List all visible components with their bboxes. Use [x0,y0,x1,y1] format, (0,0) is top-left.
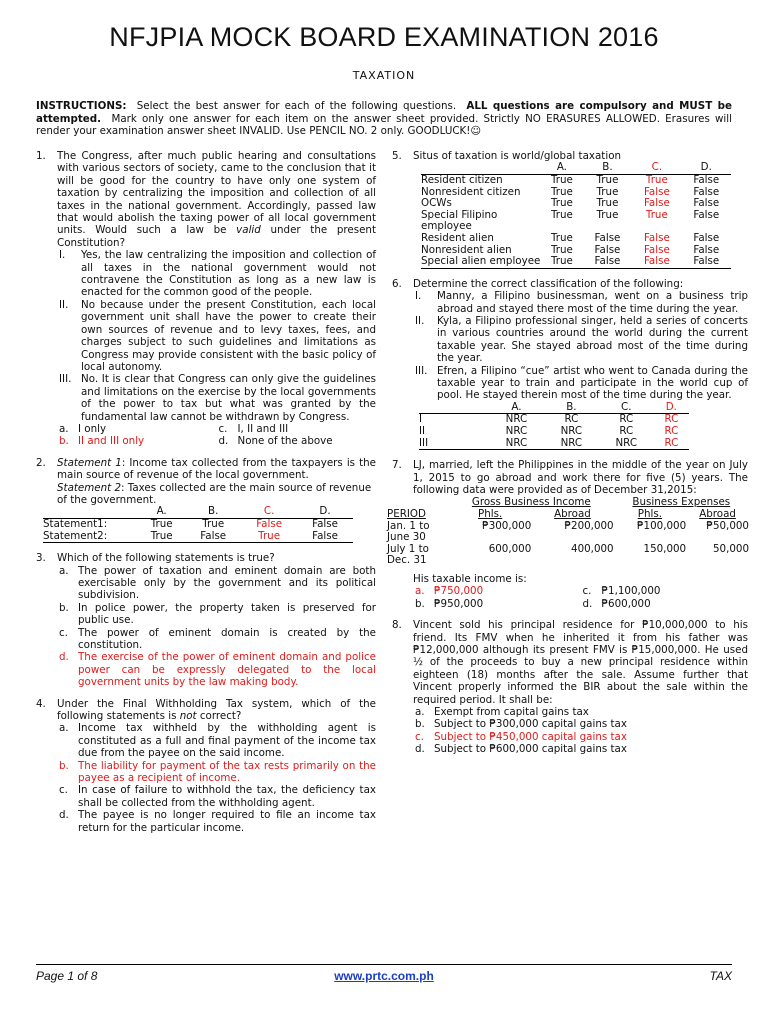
table-row: Nonresident citizen True True False False [421,185,720,198]
answer-table: A. B. C. D. I NRC RC RC RC II NRC NRC RC RC III NRC NRC NRC RC [419,402,689,450]
roman-item: II. No because under the present Constitution, each local government unit shall have the power to create their own sources of revenue and to levy taxes, fees, and charges subject to such guidelines and limitations as Congress may provide consistent with the basic policy of local autonomy. [59,298,376,373]
question-number: 4. [36,697,46,710]
table-row: OCWs True True False False [421,197,720,210]
table-row: Jan. 1 to June 30 ₱300,000 ₱200,000 ₱100,000 ₱50,000 [387,519,749,544]
table-row: Resident alien True False False False [421,231,720,244]
question-stem: LJ, married, left the Philippines in the middle of the year on July 1, 2015 to go abroad and work there for five (5) years. The following data were provided as of December 31,2015: [413,459,748,496]
roman-item: III. Efren, a Filipino “cue” artist who went to Canada during the taxable year to train and participate in the world cup of pool. He stayed therein most of the time during the year. [415,364,748,402]
exam-title: NFJPIA MOCK BOARD EXAMINATION 2016 [109,22,659,52]
roman-item: I. Yes, the law centralizing the imposition and collection of all taxes in the national government would not contravene the Constitution as long as a new law is enacted for the common good of the people. [59,249,376,299]
instructions [36,100,732,138]
question-prompt: His taxable income is: [413,572,527,585]
question-stem: Situs of taxation is world/global taxation [413,150,622,162]
roman-item: III. No. It is clear that Congress can only give the guidelines and limitations on the exercise by the local governments of the power to tax but what was granted by the fundamental law cannot be withdrawn by Congress. [59,373,376,423]
choice-d: d. None of the above [218,435,333,448]
choice-a: a. Income tax withheld by the withholding agent is constituted as a full and final payment of the income tax due from the payee on the said income. [59,722,376,760]
page-number: Page 1 of 8 [36,969,98,983]
choice-c: c. ₱1,100,000 [582,585,661,598]
choice-a: a. The power of taxation and eminent domain are both exercisable only by the government and its political subdivision. [59,564,376,602]
choice-c: c. I, II and III [218,422,289,435]
statement-2: Statement 2: Taxes collected are the main source of revenue of the government. [57,481,372,506]
table-row: Nonresident alien True False False False [421,243,720,256]
question-number: 7. [392,459,402,472]
instructions-text-1: Select the best answer for each of the following questions. [136,100,457,112]
question-number: 1. [36,150,46,162]
income-table: Gross Business Income Business Expenses PERIOD Phls. Abroad Phls. Abroad Jan. 1 to June 30 ₱300,000 ₱200,000 ₱100,000 ₱50,000 July 1 to Dec. 31 600,000 400,000 150,000 50,000 [387,496,749,567]
instructions-emphasis: ALL questions are compulsory and MUST be attempted. [36,100,732,125]
question-number: 6. [392,277,402,290]
choices [413,585,748,597]
question-6 [392,278,748,450]
choice-d: d. ₱600,000 [582,597,651,610]
table-row: Special Filipino employee True True True False [421,208,720,233]
choice-a: a. I only [59,422,107,435]
question-number: 3. [36,552,46,565]
table-row: III NRC NRC NRC RC [419,438,689,450]
question-3 [36,552,376,688]
question-2 [36,457,376,543]
statement-1: Statement 1: Income tax collected from the taxpayers is the main source of revenue of the local government. [57,456,377,482]
answer-table: A. B. C. D. Statement1: True True False False Statement2: True False True False [43,506,353,543]
table-row: II NRC NRC RC RC [419,425,679,437]
choice-a-answer: a. ₱750,000 [415,585,484,598]
question-5 [392,150,748,269]
table-row: July 1 to Dec. 31 600,000 400,000 150,000 50,000 [387,542,749,567]
answer-table: A. B. C. D. Resident citizen True True True False Nonresident citizen True True False False OCWs True True False False Special Filipino employee True True True False Resident alien True False False False Nonresident alien True False False False Special alien employee True False False False [421,162,731,268]
footer-subject: TAX [709,969,732,983]
question-8 [392,619,748,755]
choice-d-answer: d. The exercise of the power of eminent domain and police power can be expressly delegated to the local government units by the law making body. [59,651,376,689]
roman-item: II. Kyla, a Filipino professional singer, held a series of concerts in various countries around the world during the current taxable year. She stayed abroad most of the time during the year. [415,314,748,365]
question-stem: Determine the correct classification of the following: [413,277,684,290]
table-row: Statement1: True True False False [43,517,338,530]
question-stem: The Congress, after much public hearing and consultations with various sectors of society, came to the conclusion that it will be good for the country to have only one system of taxation by centralizing the imposition and collection of all taxes in the national government. Accordingly, passed law that would abolish the taxing power of all local government units. Would such a law be valid under the present Constitution? [57,150,376,249]
choice-b: b. Subject to ₱300,000 capital gains tax [415,718,627,731]
choice-b: b. In police power, the property taken is preserved for public use. [59,601,376,627]
right-column [387,150,749,765]
question-1 [36,150,376,448]
question-number: 2. [36,456,46,469]
instructions-label: INSTRUCTIONS: [36,100,127,112]
question-number: 5. [392,150,402,162]
choice-c: c. In case of failure to withhold the tax, the deficiency tax shall be collected from the withholding agent. [59,784,376,809]
question-stem: Which of the following statements is true? [57,552,275,565]
choice-c: c. The power of eminent domain is created by the constitution. [59,626,376,651]
instructions-text-2: Mark only one answer for each item on the answer sheet provided. Strictly NO ERASURES ALLOWED. Erasures will render your examination answer sheet INVALID. Use PENCIL NO. 2 only. GOODLUCK!☺ [36,112,732,137]
choice-b-answer: b. The liability for payment of the tax rests primarily on the payee as a recipient of income. [59,759,376,785]
left-column [36,150,376,843]
table-row: Special alien employee True False False False [421,256,731,268]
choices [413,598,748,610]
question-4 [36,698,376,834]
website-link[interactable]: www.prtc.com.ph [334,969,434,983]
choices [57,435,376,447]
subject-heading: TAXATION [352,69,416,82]
choice-b: b. ₱950,000 [415,597,484,610]
footer-divider [36,964,732,965]
table-row: Statement2: True False True False [43,531,353,543]
table-row: I NRC RC RC RC [419,413,679,426]
choices [57,423,376,435]
table-row: Resident citizen True True True False [421,174,720,186]
choice-d: d. Subject to ₱600,000 capital gains tax [415,743,627,756]
question-number: 8. [392,619,402,632]
choice-d: d. The payee is no longer required to file an income tax return for the particular income. [59,809,376,834]
choice-a: a. Exempt from capital gains tax [415,706,589,719]
question-7 [387,459,749,610]
roman-item: I. Manny, a Filipino businessman, went on a business trip abroad and stayed there most of the time during the year. [415,290,748,315]
choice-b-answer: b. II and III only [59,435,145,448]
question-stem: Under the Final Withholding Tax system, which of the following statements is not correct? [57,697,376,723]
choice-c-answer: c. Subject to ₱450,000 capital gains tax [415,730,627,743]
question-stem: Vincent sold his principal residence for ₱10,000,000 to his friend. Its FMV when he inherited it from his father was ₱12,000,000 although its present FMV is ₱15,000,000. He used ½ of the proceeds to buy a new principal residence within eighteen (18) months after the sale. Assume further that Vincent properly informed the BIR about the sale within the required period. It shall be: [413,619,748,706]
